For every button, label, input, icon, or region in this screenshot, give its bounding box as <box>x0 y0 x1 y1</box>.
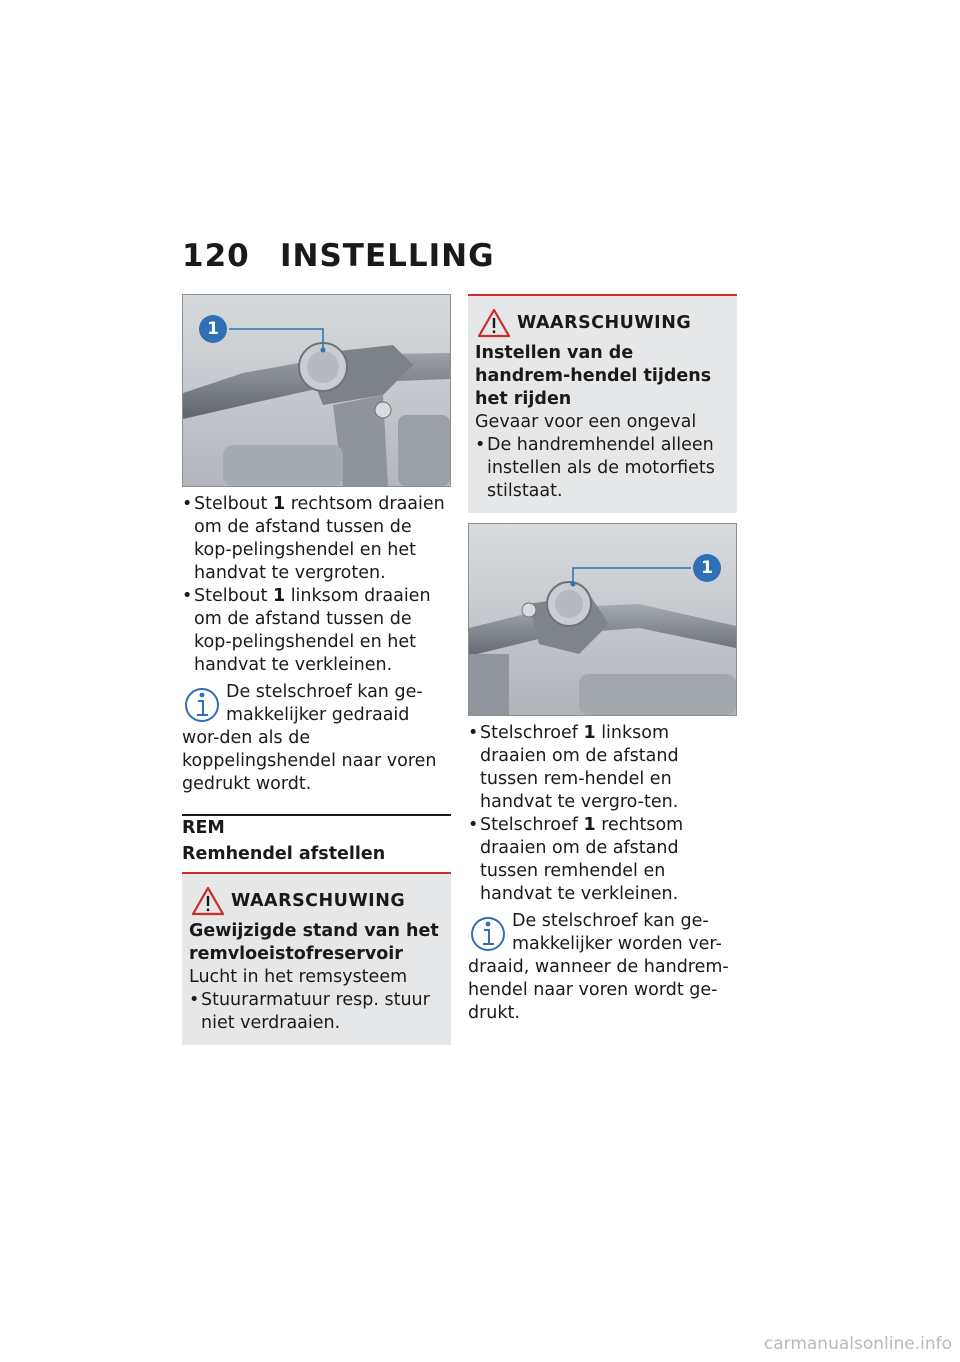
list-item: • Stelbout 1 linksom draaien om de afstand tussen de kop-pelingshendel en het handvat te verkleinen. <box>182 585 451 677</box>
info-icon <box>468 910 508 956</box>
warning-icon <box>477 308 511 338</box>
watermark: carmanualsonline.info <box>763 1334 952 1354</box>
warning-bullets <box>189 989 444 1035</box>
subsection-title: Remhendel afstellen <box>182 844 386 864</box>
warning-icon <box>191 886 225 916</box>
chapter-title: INSTELLING <box>280 238 495 274</box>
list-item: • De handremhendel alleen instellen als de motorfiets stilstaat. <box>475 434 730 503</box>
warning-box <box>182 872 451 1045</box>
list-item: • Stuurarmatuur resp. stuur niet verdraaien. <box>189 989 444 1035</box>
section-title: REM <box>182 818 225 838</box>
list-item: • Stelschroef 1 linksom draaien om de afstand tussen rem-hendel en handvat te vergro-ten. <box>468 722 737 814</box>
list-item: • Stelschroef 1 rechtsom draaien om de afstand tussen remhendel en handvat te verkleinen. <box>468 814 737 906</box>
info-icon <box>182 681 222 727</box>
warning-label: WAARSCHUWING <box>517 313 692 333</box>
list-item: • Stelbout 1 rechtsom draaien om de afstand tussen de kop-pelingshendel en het handvat te vergroten. <box>182 493 451 585</box>
page-number: 120 <box>182 238 250 274</box>
section-divider <box>182 814 451 816</box>
right-column <box>468 294 737 1025</box>
info-note: De stelschroef kan ge-makkelijker gedraaid wor-den als de koppelingshendel naar voren gedrukt wordt. <box>182 682 437 794</box>
warning-bullets <box>475 434 730 503</box>
info-note: De stelschroef kan ge-makkelijker worden ver-draaid, wanneer de handrem-hendel naar voren wordt ge-drukt. <box>468 911 729 1023</box>
warning-heading: Gewijzigde stand van het remvloeistofreservoir <box>189 921 439 964</box>
clutch-lever-figure <box>182 294 451 487</box>
warning-box <box>468 294 737 513</box>
figure-callout-1: 1 <box>693 554 721 582</box>
warning-text: Gevaar voor een ongeval <box>475 412 697 432</box>
clutch-steps <box>182 493 451 677</box>
warning-heading: Instellen van de handrem-hendel tijdens het rijden <box>475 343 712 409</box>
brake-steps <box>468 722 737 906</box>
warning-text: Lucht in het remsysteem <box>189 967 408 987</box>
warning-label: WAARSCHUWING <box>231 891 406 911</box>
page-header <box>182 238 495 274</box>
brake-lever-figure <box>468 523 737 716</box>
figure-callout-1: 1 <box>199 315 227 343</box>
left-column <box>182 294 451 1045</box>
